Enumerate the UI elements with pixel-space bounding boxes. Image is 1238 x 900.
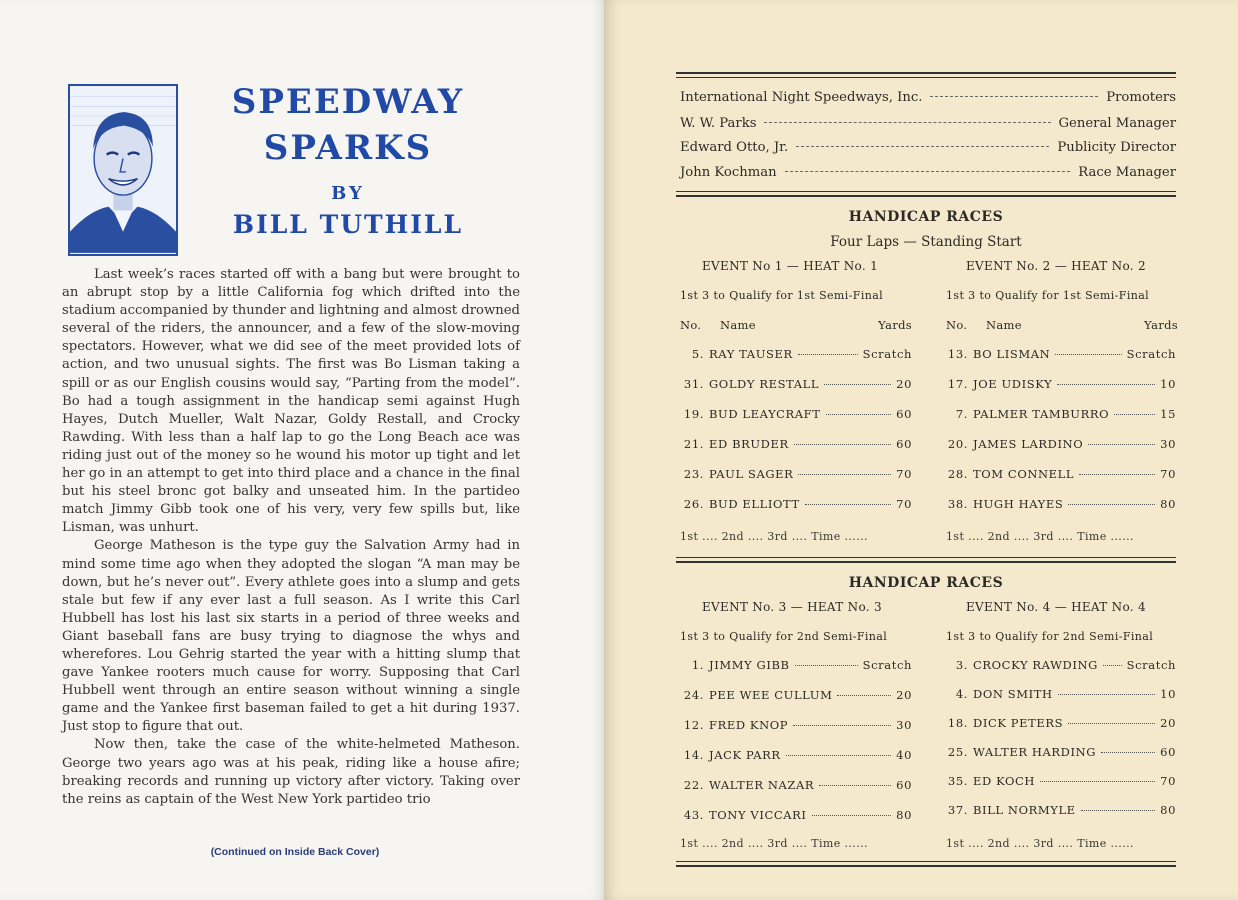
leader-dots: [1103, 665, 1122, 666]
leader-dots: [837, 695, 891, 696]
divider-rule: [676, 191, 1176, 192]
leader-dots: [764, 122, 1050, 123]
leader-dots: [793, 725, 891, 726]
staff-name: International Night Speedways, Inc.: [680, 90, 923, 105]
rider-number: 26.: [683, 497, 704, 511]
rider-entry: [680, 748, 912, 766]
rider-entry: [944, 774, 1176, 792]
rider-number: 4.: [955, 687, 968, 701]
rider-number: 24.: [683, 688, 704, 702]
handicap-yards: Scratch: [1126, 658, 1176, 672]
handicap-yards: Scratch: [862, 658, 912, 672]
rider-name: BILL NORMYLE: [973, 803, 1076, 817]
leader-dots: [1057, 384, 1155, 385]
rider-number: 19.: [683, 407, 704, 421]
leader-dots: [826, 414, 892, 415]
col-no: No.: [680, 318, 702, 332]
author-portrait-photo: [68, 84, 178, 256]
divider-rule: [676, 861, 1176, 862]
rider-number: 12.: [683, 718, 704, 732]
handicap-yards: 10: [1160, 377, 1176, 391]
leader-dots: [798, 354, 858, 355]
column-headers: [946, 318, 1178, 332]
rider-entry: [680, 467, 912, 485]
rider-number: 43.: [683, 808, 704, 822]
rider-name: FRED KNOP: [709, 718, 789, 732]
leader-dots: [1081, 810, 1155, 811]
byline-by: BY: [331, 183, 365, 204]
rider-name: BUD ELLIOTT: [709, 497, 800, 511]
rider-name: DICK PETERS: [973, 716, 1064, 730]
staff-row: [680, 116, 1176, 138]
rider-name: BO LISMAN: [973, 347, 1051, 361]
article-paragraph: Last week’s races started off with a bang but were brought to an abrupt stop by a little California fog which drifted into the stadium accompanied by thunder and lightning and almost drowned several of the riders, the announcer, and a few of the slow-moving spectators. However, what we did see of the meet provided lots of action, and two unusual sights. The first was Bo Lisman taking a spill or as our English cousins would say, “Parting from the model”. Bo had a tough assignment in the handicap semi against Hugh Hayes, Dutch Mueller, Walt Nazar, Goldy Restall, and Crocky Rawding. With less than a half lap to go the Long Beach ace was riding just out of the money so he wound his motor up tight and let her go in an attempt to get into third place and a chance in the final but his steel bronc got balky and unseated him. In the partideo match Jimmy Gibb took one of his very, very few spills but, like Lisman, was unhurt.: [62, 267, 520, 536]
leader-dots: [785, 171, 1071, 172]
rider-number: 3.: [955, 658, 968, 672]
rider-name: PALMER TAMBURRO: [973, 407, 1110, 421]
leader-dots: [1088, 444, 1155, 445]
handicap-yards: 40: [896, 748, 912, 762]
rider-number: 37.: [947, 803, 968, 817]
rider-entry: [944, 745, 1176, 763]
rider-number: 1.: [691, 658, 704, 672]
rider-entry: [680, 778, 912, 796]
rider-entry: [680, 347, 912, 365]
rider-entry: [944, 803, 1176, 821]
leader-dots: [824, 384, 891, 385]
rider-name: ED KOCH: [973, 774, 1036, 788]
section-title: HANDICAP RACES: [848, 575, 1004, 591]
column-headers: [680, 318, 912, 332]
divider-rule: [676, 865, 1176, 867]
rider-name: ED BRUDER: [709, 437, 789, 451]
handicap-yards: 70: [896, 497, 912, 511]
event-heading: EVENT No. 2 — HEAT No. 2: [966, 259, 1146, 273]
divider-rule: [676, 77, 1176, 78]
handicap-yards: 80: [896, 808, 912, 822]
leader-dots: [1068, 504, 1155, 505]
rider-entry: [944, 497, 1176, 515]
divider-rule: [676, 195, 1176, 197]
handicap-yards: 30: [1160, 437, 1176, 451]
staff-role: Race Manager: [1078, 165, 1176, 180]
rider-entry: [680, 808, 912, 826]
leader-dots: [795, 665, 858, 666]
rider-entry: [944, 347, 1176, 365]
leader-dots: [812, 815, 892, 816]
handicap-yards: 80: [1160, 803, 1176, 817]
rider-name: JACK PARR: [709, 748, 781, 762]
rider-name: PEE WEE CULLUM: [709, 688, 833, 702]
rider-entry: [944, 658, 1176, 676]
col-no: No.: [946, 318, 968, 332]
article-paragraph: Now then, take the case of the white-helmeted Matheson. George two years ago was at his peak, riding like a house afire; breaking records and running up victory after victory. Taking over the reins as captain of the West New York partideo trio: [62, 737, 520, 807]
rider-number: 23.: [683, 467, 704, 481]
leader-dots: [786, 755, 891, 756]
results-line: 1st .... 2nd .... 3rd .... Time ......: [680, 837, 868, 850]
handicap-yards: 20: [896, 688, 912, 702]
handicap-yards: 70: [1160, 467, 1176, 481]
rider-number: 28.: [947, 467, 968, 481]
rider-number: 18.: [947, 716, 968, 730]
qualify-note: 1st 3 to Qualify for 2nd Semi-Final: [680, 630, 888, 643]
handicap-yards: 80: [1160, 497, 1176, 511]
leader-dots: [1055, 354, 1121, 355]
rider-number: 38.: [947, 497, 968, 511]
rider-number: 35.: [947, 774, 968, 788]
rider-number: 17.: [947, 377, 968, 391]
section-title: HANDICAP RACES: [848, 209, 1004, 225]
results-line: 1st .... 2nd .... 3rd .... Time ......: [946, 530, 1134, 543]
staff-role: Publicity Director: [1057, 140, 1176, 155]
divider-rule: [676, 561, 1176, 563]
qualify-note: 1st 3 to Qualify for 1st Semi-Final: [680, 289, 884, 302]
handicap-yards: 70: [896, 467, 912, 481]
rider-number: 14.: [683, 748, 704, 762]
rider-entry: [680, 407, 912, 425]
section-subtitle: Four Laps — Standing Start: [830, 234, 1022, 250]
rider-name: GOLDY RESTALL: [709, 377, 820, 391]
rider-name: PAUL SAGER: [709, 467, 794, 481]
rider-number: 5.: [691, 347, 704, 361]
leader-dots: [798, 474, 891, 475]
col-name: Name: [986, 318, 1022, 332]
event-heading: EVENT No. 3 — HEAT No. 3: [702, 600, 882, 614]
leader-dots: [805, 504, 891, 505]
rider-name: WALTER HARDING: [973, 745, 1097, 759]
col-yards: Yards: [1144, 318, 1178, 332]
staff-role: General Manager: [1058, 116, 1176, 131]
rider-number: 22.: [683, 778, 704, 792]
rider-entry: [680, 377, 912, 395]
rider-name: TOM CONNELL: [973, 467, 1075, 481]
article-body: [62, 266, 520, 809]
rider-number: 25.: [947, 745, 968, 759]
col-yards: Yards: [878, 318, 912, 332]
leader-dots: [1079, 474, 1155, 475]
staff-name: John Kochman: [680, 165, 777, 180]
leader-dots: [1068, 723, 1155, 724]
leader-dots: [1058, 694, 1155, 695]
event-heading: EVENT No 1 — HEAT No. 1: [702, 259, 879, 273]
leader-dots: [794, 444, 891, 445]
rider-name: DON SMITH: [973, 687, 1053, 701]
continued-note: (Continued on Inside Back Cover): [210, 846, 380, 858]
leader-dots: [819, 785, 891, 786]
rider-name: HUGH HAYES: [973, 497, 1064, 511]
rider-number: 21.: [683, 437, 704, 451]
rider-name: BUD LEAYCRAFT: [709, 407, 821, 421]
headline-speedway: SPEEDWAY: [231, 82, 465, 122]
rider-entry: [680, 718, 912, 736]
handicap-yards: 30: [896, 718, 912, 732]
rider-entry: [944, 437, 1176, 455]
portrait-image: [70, 86, 176, 254]
rider-entry: [944, 467, 1176, 485]
divider-rule: [676, 557, 1176, 558]
rider-entry: [680, 437, 912, 455]
rider-name: JAMES LARDINO: [973, 437, 1084, 451]
handicap-yards: 15: [1160, 407, 1176, 421]
rider-number: 13.: [947, 347, 968, 361]
handicap-yards: 10: [1160, 687, 1176, 701]
handicap-yards: 60: [1160, 745, 1176, 759]
staff-row: [680, 165, 1176, 187]
staff-name: Edward Otto, Jr.: [680, 140, 789, 155]
rider-number: 7.: [955, 407, 968, 421]
divider-rule: [676, 72, 1176, 74]
handicap-yards: 60: [896, 407, 912, 421]
leader-dots: [796, 146, 1049, 147]
col-name: Name: [720, 318, 756, 332]
results-line: 1st .... 2nd .... 3rd .... Time ......: [680, 530, 868, 543]
rider-entry: [680, 497, 912, 515]
leader-dots: [930, 96, 1098, 97]
rider-name: JIMMY GIBB: [709, 658, 790, 672]
rider-name: JOE UDISKY: [973, 377, 1053, 391]
rider-name: WALTER NAZAR: [709, 778, 815, 792]
handicap-yards: 60: [896, 778, 912, 792]
author-name: BILL TUTHILL: [232, 210, 464, 239]
handicap-yards: 20: [896, 377, 912, 391]
qualify-note: 1st 3 to Qualify for 2nd Semi-Final: [946, 630, 1154, 643]
article-paragraph: George Matheson is the type guy the Salvation Army had in mind some time ago when they adopted the slogan “A man may be down, but he’s never out”. Every athlete goes into a slump and gets stale but few if any ever last a full season. As I write this Carl Hubbell has lost his last six starts in a period of three weeks and Giant baseball fans are busy trying to diagnose the whys and wherefores. Lou Gehrig started the year with a hitting slump that gave Yankee rooters much cause for worry. Supposing that Carl Hubbell went through an entire season without winning a single game and the Yankee first baseman failed to get a hit during 1937. Just stop to figure that out.: [62, 538, 520, 735]
headline-sparks: SPARKS: [263, 128, 433, 168]
leader-dots: [1101, 752, 1155, 753]
staff-row: [680, 90, 1176, 112]
rider-entry: [680, 688, 912, 706]
results-line: 1st .... 2nd .... 3rd .... Time ......: [946, 837, 1134, 850]
rider-name: RAY TAUSER: [709, 347, 793, 361]
handicap-yards: Scratch: [862, 347, 912, 361]
rider-entry: [944, 687, 1176, 705]
rider-entry: [680, 658, 912, 676]
rider-number: 31.: [683, 377, 704, 391]
rider-entry: [944, 377, 1176, 395]
event-heading: EVENT No. 4 — HEAT No. 4: [966, 600, 1146, 614]
handicap-yards: 60: [896, 437, 912, 451]
leader-dots: [1114, 414, 1155, 415]
handicap-yards: Scratch: [1126, 347, 1176, 361]
rider-entry: [944, 407, 1176, 425]
leader-dots: [1040, 781, 1155, 782]
staff-row: [680, 140, 1176, 162]
qualify-note: 1st 3 to Qualify for 1st Semi-Final: [946, 289, 1150, 302]
rider-name: CROCKY RAWDING: [973, 658, 1098, 672]
handicap-yards: 20: [1160, 716, 1176, 730]
staff-role: Promoters: [1106, 90, 1176, 105]
rider-entry: [944, 716, 1176, 734]
rider-number: 20.: [947, 437, 968, 451]
handicap-yards: 70: [1160, 774, 1176, 788]
staff-name: W. W. Parks: [680, 116, 757, 131]
rider-name: TONY VICCARI: [709, 808, 807, 822]
